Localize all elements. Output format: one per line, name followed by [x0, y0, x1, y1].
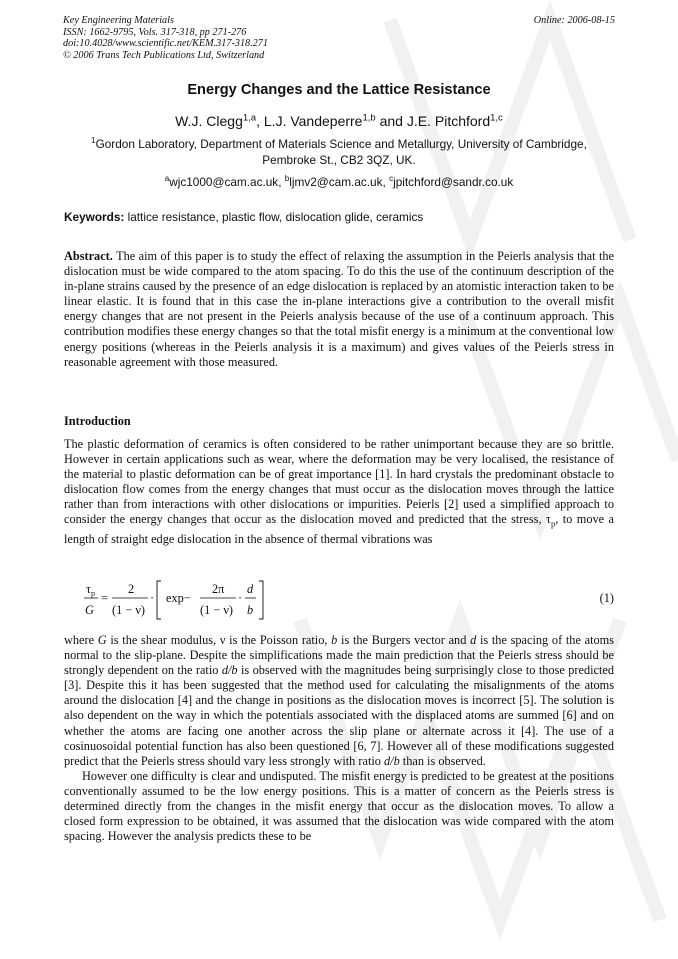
author-1: W.J. Clegg	[175, 113, 243, 129]
author-3: J.E. Pitchford	[406, 113, 491, 129]
doi-line[interactable]: doi:10.4028/www.scientific.net/KEM.317-318.271	[63, 38, 268, 50]
math-symbol: d/b	[384, 753, 400, 768]
email-3-sup: c	[389, 174, 394, 184]
issn-line: ISSN: 1662-9795, Vols. 317-318, pp 271-276	[63, 26, 247, 38]
email-separator: ,	[278, 175, 285, 189]
math-symbol: G	[97, 633, 107, 647]
math-symbol: d/b	[221, 663, 238, 678]
eq-coef-den: (1 − ν)	[112, 603, 145, 617]
eq-exp-num: 2π	[212, 582, 225, 596]
text-run: is the spacing of the atoms normal to the slip-plane. Despite the simplifications made the main prediction that the Peierls stress should be strongly dependent on the ratio	[64, 633, 614, 678]
journal-header	[63, 15, 443, 61]
intro-paragraph-3: However one difficulty is clear and undisputed. The misfit energy is predicted to be greatest at the positions conventionally assumed to be the low energy positions. This is a matter of concern as the Peierls stress is determined directly from the changes in the misfit energy that occur as the dislocation moves. To allow a closed form expression to be obtained, it was assumed that the dislocation was wide compared with the atom spacing. However the analysis predicts these to be	[64, 769, 614, 844]
email-3[interactable]: jpitchford@sandr.co.uk	[393, 175, 514, 189]
affiliation	[64, 137, 614, 168]
text-run: is the shear modulus, ν is the Poisson ratio,	[106, 633, 332, 647]
tau-subscript: p	[550, 518, 556, 529]
section-heading-introduction: Introduction	[64, 414, 131, 428]
eq-right-bracket	[259, 581, 263, 619]
equation-number: (1)	[599, 591, 614, 605]
author-2-sup: 1,b	[362, 112, 376, 124]
keywords-text: lattice resistance, plastic flow, dislocation glide, ceramics	[127, 210, 424, 224]
online-date: Online: 2006-08-15	[533, 15, 615, 26]
intro-paragraph-1	[64, 437, 614, 547]
text-run: where	[64, 633, 98, 647]
eq-dot: ·	[150, 591, 155, 605]
keywords-label: Keywords:	[64, 210, 125, 224]
eq-lhs-num: $\tau_p$	[86, 582, 95, 598]
eq-exp-den: (1 − ν)	[200, 603, 233, 617]
email-2-sup: b	[284, 174, 290, 184]
math-symbol: d	[470, 633, 477, 647]
email-list	[0, 175, 678, 189]
author-1-sup: 1,a	[242, 112, 257, 124]
eq-coef-num: 2	[128, 582, 135, 596]
author-list	[0, 113, 678, 129]
intro-paragraph-2	[64, 633, 614, 769]
author-3-sup: 1,c	[490, 112, 503, 124]
eq-exp: exp−	[166, 591, 191, 605]
email-1-sup: a	[164, 174, 170, 184]
email-1[interactable]: wjc1000@cam.ac.uk	[169, 175, 279, 189]
affiliation-line-2: Pembroke St., CB2 3QZ, UK.	[262, 152, 416, 167]
author-separator: ,	[256, 113, 264, 129]
abstract-text: The aim of this paper is to study the effect of relaxing the assumption in the Peierls analysis that the dislocation must be wide compared to the atom spacing. To do this the use of the continuum description of the in-plane strains caused by the presence of an edge dislocation is replaced by an atomistic interaction taken to be linear elastic. It is found that in this case the in-plane interactions give a contribution to the overall misfit energy changes that are not present in the Peierls analysis because of the use of a continuum approach. This contribution modifies these energy changes so that the total misfit energy is a minimum at the conventional low energy positions (whereas in the Peierls analysis it is a maximum) and gives values of the Peierls stress in reasonable agreement with those measured.	[64, 249, 614, 369]
intro-p1-end: , to move a length of straight edge dislocation in the absence of thermal vibrations was	[64, 512, 614, 547]
abstract-label: Abstract.	[64, 249, 113, 263]
math-symbol: b	[331, 633, 338, 647]
email-2[interactable]: ljmv2@cam.ac.uk	[289, 175, 383, 189]
text-run: than is observed.	[399, 753, 486, 768]
eq-ratio-den: b	[247, 603, 254, 617]
keywords	[64, 210, 614, 224]
paper-title: Energy Changes and the Lattice Resistance	[187, 82, 491, 98]
copyright-line: © 2006 Trans Tech Publications Ltd, Switzerland	[63, 49, 265, 61]
intro-p1-text: The plastic deformation of ceramics is often considered to be rather unimportant because they are so brittle. However in certain applications such as wear, where the deformation may be very localised, the resistance of the material to plastic deformation can be of great importance [1]. In hard crystals the predominant obstacle to dislocation flow comes from the energy changes that must occur as the dislocation moves through the lattice rather than from interactions with other dislocations or impurities. Peierls [2] used a simplified approach to consider the energy changes that occur as the dislocation moved and predicted that the stress,	[64, 437, 614, 527]
author-2: L.J. Vandeperre	[263, 113, 363, 129]
abstract	[64, 249, 614, 370]
eq-equals: =	[101, 591, 108, 605]
eq-lhs-den: G	[85, 603, 94, 617]
journal-name: Key Engineering Materials	[63, 15, 174, 26]
author-separator: and	[375, 113, 407, 129]
tau-symbol: τ	[545, 512, 551, 527]
eq-dot-2: ·	[238, 591, 243, 605]
eq-ratio-num: d	[247, 582, 254, 596]
eq-left-bracket	[157, 581, 161, 619]
affiliation-line-1: Gordon Laboratory, Department of Materials Science and Metallurgy, University of Cambridge,	[95, 137, 587, 151]
email-separator: ,	[382, 175, 390, 189]
affiliation-sup: 1	[91, 136, 96, 146]
intro-p2-text	[64, 633, 614, 768]
equation-1	[82, 578, 622, 622]
text-run: is the Burgers vector and	[337, 633, 471, 647]
text-run: is observed with the magnitudes being surprisingly close to those predicted [3]. Despite this it has been suggested that the method used for calculating the misalignments of the atoms around the dislocation [4] and the change in positions as the dislocation moves is incorrect [5]. The solution is also dependent on the way in which the potentials associated with the displaced atoms are summed [6] and on whether the atoms are facing one another across the slip plane or alternate across it [4]. The use of a cosinuosoidal potential function has also been questioned [6, 7]. However all of these modifications suggested predict that the Peierls stress should vary less strongly with ratio	[64, 663, 614, 768]
